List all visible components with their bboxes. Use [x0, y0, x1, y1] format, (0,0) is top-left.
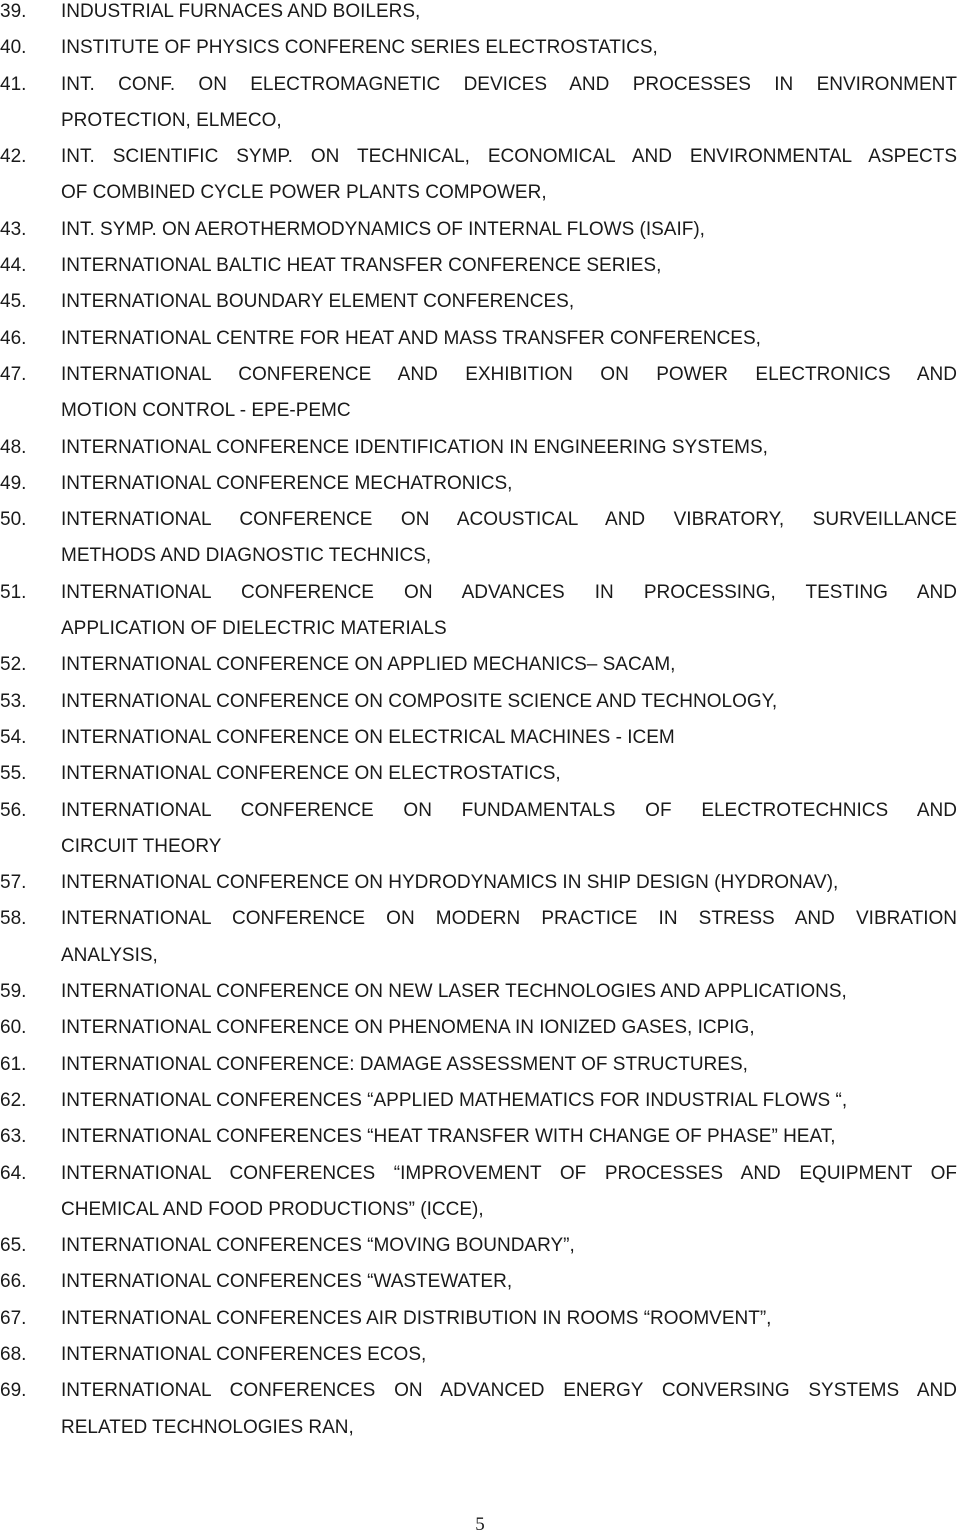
item-text [61, 647, 957, 683]
item-number: 60. [0, 1017, 27, 1039]
item-number: 54. [0, 726, 27, 748]
item-text [61, 284, 957, 320]
list-item [0, 212, 957, 248]
item-number: 49. [0, 472, 27, 494]
list-item [0, 1119, 957, 1155]
list-item [0, 974, 957, 1010]
item-number: 40. [0, 37, 27, 59]
item-number: 57. [0, 872, 27, 894]
item-text [61, 67, 957, 140]
item-text [61, 212, 957, 248]
list-item [0, 720, 957, 756]
list-item [0, 1228, 957, 1264]
list-item [0, 30, 957, 66]
list-item [0, 1373, 957, 1446]
item-number: 39. [0, 1, 27, 22]
item-number: 41. [0, 73, 27, 95]
item-line: INTERNATIONAL CONFERENCE ON COMPOSITE SCIENCE AND TECHNOLOGY, [61, 690, 778, 712]
item-text [61, 0, 957, 30]
item-line: PROTECTION, ELMECO, [61, 109, 282, 131]
item-line: INTERNATIONAL CONFERENCE ON PHENOMENA IN IONIZED GASES, ICPIG, [61, 1017, 755, 1039]
item-line: INTERNATIONAL CONFERENCE ON APPLIED MECHANICS– SACAM, [61, 654, 676, 676]
item-line: CIRCUIT THEORY [61, 835, 222, 857]
item-number: 53. [0, 690, 27, 712]
item-number: 42. [0, 146, 27, 168]
item-line: INTERNATIONAL CONFERENCES ECOS, [61, 1343, 427, 1365]
item-number: 62. [0, 1089, 27, 1111]
item-line: INTERNATIONAL CONFERENCES AIR DISTRIBUTION IN ROOMS “ROOMVENT”, [61, 1307, 772, 1329]
item-line: INTERNATIONAL CONFERENCES ON ADVANCED ENERGY CONVERSING SYSTEMS AND [61, 1380, 957, 1402]
item-line: ANALYSIS, [61, 944, 158, 966]
item-number: 46. [0, 327, 27, 349]
list-item [0, 466, 957, 502]
item-number: 59. [0, 981, 27, 1003]
list-item [0, 67, 957, 140]
page-number: 5 [475, 1514, 485, 1535]
item-text [61, 502, 957, 575]
item-line: INTERNATIONAL CONFERENCE ON NEW LASER TECHNOLOGIES AND APPLICATIONS, [61, 981, 847, 1003]
item-text [61, 139, 957, 212]
item-number: 52. [0, 654, 27, 676]
item-number: 44. [0, 255, 27, 277]
item-line: INTERNATIONAL CONFERENCE ON MODERN PRACTICE IN STRESS AND VIBRATION [61, 908, 957, 930]
item-line: INTERNATIONAL CONFERENCES “WASTEWATER, [61, 1271, 513, 1293]
item-text [61, 1010, 957, 1046]
item-text [61, 901, 957, 974]
list-item [0, 502, 957, 575]
item-line: INTERNATIONAL CONFERENCE ON ELECTRICAL MACHINES - ICEM [61, 726, 675, 748]
item-text [61, 1337, 957, 1373]
item-text [61, 1264, 957, 1300]
list-item [0, 430, 957, 466]
list-item [0, 284, 957, 320]
list-item [0, 1156, 957, 1229]
list-item [0, 139, 957, 212]
list-item [0, 1301, 957, 1337]
list-item [0, 575, 957, 648]
list-item [0, 321, 957, 357]
list-item [0, 248, 957, 284]
list-item [0, 901, 957, 974]
item-text [61, 30, 957, 66]
item-line: INTERNATIONAL CONFERENCE ON ACOUSTICAL AND VIBRATORY, SURVEILLANCE [61, 509, 957, 531]
item-text [61, 1119, 957, 1155]
list-item [0, 647, 957, 683]
item-line: INTERNATIONAL CONFERENCE ON HYDRODYNAMICS IN SHIP DESIGN (HYDRONAV), [61, 872, 839, 894]
list-item [0, 1047, 957, 1083]
list-item [0, 1010, 957, 1046]
item-line: INT. SYMP. ON AEROTHERMODYNAMICS OF INTERNAL FLOWS (ISAIF), [61, 218, 705, 240]
item-text [61, 1373, 957, 1446]
item-number: 64. [0, 1162, 27, 1184]
item-number: 67. [0, 1307, 27, 1329]
item-line: INTERNATIONAL CONFERENCE AND EXHIBITION ON POWER ELECTRONICS AND [61, 363, 957, 385]
item-line: MOTION CONTROL - EPE-PEMC [61, 400, 351, 422]
item-number: 58. [0, 908, 27, 930]
item-line: INTERNATIONAL CONFERENCE MECHATRONICS, [61, 472, 513, 494]
item-number: 55. [0, 763, 27, 785]
item-line: INT. SCIENTIFIC SYMP. ON TECHNICAL, ECONOMICAL AND ENVIRONMENTAL ASPECTS [61, 146, 957, 168]
item-text [61, 756, 957, 792]
item-text [61, 720, 957, 756]
item-line: INTERNATIONAL CONFERENCES “APPLIED MATHEMATICS FOR INDUSTRIAL FLOWS “, [61, 1089, 848, 1111]
item-line: CHEMICAL AND FOOD PRODUCTIONS” (ICCE), [61, 1198, 484, 1220]
item-line: INTERNATIONAL BOUNDARY ELEMENT CONFERENCES, [61, 291, 575, 313]
list-item [0, 1083, 957, 1119]
item-line: INTERNATIONAL CONFERENCES “MOVING BOUNDARY”, [61, 1235, 575, 1257]
list-item [0, 756, 957, 792]
item-line: INT. CONF. ON ELECTROMAGNETIC DEVICES AND PROCESSES IN ENVIRONMENT [61, 73, 957, 95]
list-item [0, 684, 957, 720]
item-line: RELATED TECHNOLOGIES RAN, [61, 1416, 354, 1438]
item-number: 50. [0, 509, 27, 531]
item-number: 56. [0, 799, 27, 821]
item-line: INTERNATIONAL CONFERENCE ON ELECTROSTATICS, [61, 763, 561, 785]
item-text [61, 430, 957, 466]
item-text [61, 865, 957, 901]
list-item [0, 1264, 957, 1300]
item-line: INDUSTRIAL FURNACES AND BOILERS, [61, 1, 421, 22]
item-text [61, 1083, 957, 1119]
item-text [61, 357, 957, 430]
list-item [0, 1337, 957, 1373]
item-line: INTERNATIONAL CENTRE FOR HEAT AND MASS TRANSFER CONFERENCES, [61, 327, 761, 349]
item-text [61, 466, 957, 502]
item-text [61, 1301, 957, 1337]
item-line: INTERNATIONAL CONFERENCE: DAMAGE ASSESSMENT OF STRUCTURES, [61, 1053, 748, 1075]
item-text [61, 1047, 957, 1083]
item-line: INSTITUTE OF PHYSICS CONFERENC SERIES ELECTROSTATICS, [61, 37, 658, 59]
item-number: 63. [0, 1126, 27, 1148]
item-line: APPLICATION OF DIELECTRIC MATERIALS [61, 618, 447, 640]
item-line: METHODS AND DIAGNOSTIC TECHNICS, [61, 545, 432, 567]
item-number: 61. [0, 1053, 27, 1075]
item-number: 69. [0, 1380, 27, 1402]
item-text [61, 248, 957, 284]
item-number: 43. [0, 218, 27, 240]
list-item [0, 357, 957, 430]
item-number: 68. [0, 1343, 27, 1365]
item-number: 48. [0, 436, 27, 458]
item-line: OF COMBINED CYCLE POWER PLANTS COMPOWER, [61, 182, 547, 204]
item-line: INTERNATIONAL CONFERENCES “HEAT TRANSFER WITH CHANGE OF PHASE” HEAT, [61, 1126, 836, 1148]
item-text [61, 684, 957, 720]
item-text [61, 1228, 957, 1264]
item-text [61, 321, 957, 357]
item-number: 51. [0, 581, 27, 603]
item-line: INTERNATIONAL CONFERENCES “IMPROVEMENT OF PROCESSES AND EQUIPMENT OF [61, 1162, 957, 1184]
item-number: 65. [0, 1235, 27, 1257]
list-item [0, 0, 957, 30]
item-line: INTERNATIONAL CONFERENCE ON ADVANCES IN PROCESSING, TESTING AND [61, 581, 957, 603]
item-text [61, 974, 957, 1010]
item-line: INTERNATIONAL BALTIC HEAT TRANSFER CONFERENCE SERIES, [61, 255, 662, 277]
item-text [61, 1156, 957, 1229]
item-line: INTERNATIONAL CONFERENCE ON FUNDAMENTALS OF ELECTROTECHNICS AND [61, 799, 957, 821]
item-text [61, 793, 957, 866]
item-text [61, 575, 957, 648]
list-item [0, 865, 957, 901]
item-number: 45. [0, 291, 27, 313]
item-number: 47. [0, 363, 27, 385]
item-number: 66. [0, 1271, 27, 1293]
item-line: INTERNATIONAL CONFERENCE IDENTIFICATION IN ENGINEERING SYSTEMS, [61, 436, 768, 458]
list-item [0, 793, 957, 866]
